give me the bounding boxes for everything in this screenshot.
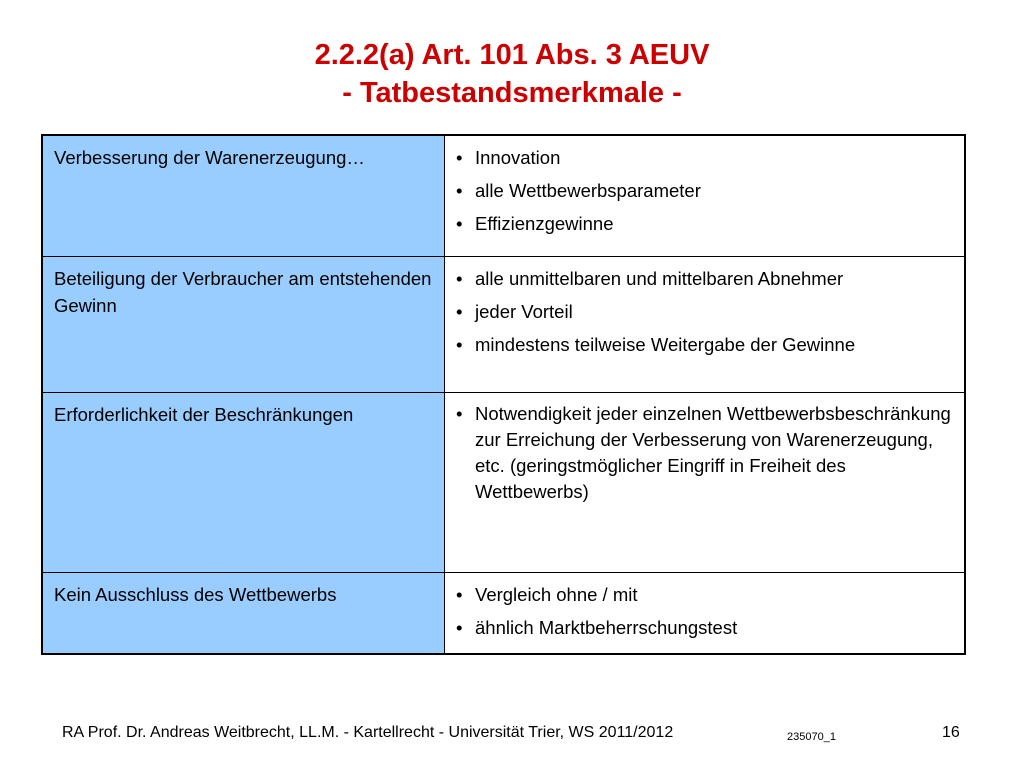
list-item: • Innovation: [453, 144, 954, 171]
details-cell: [445, 392, 966, 572]
criterion-cell: Erforderlichkeit der Beschränkungen: [42, 392, 445, 572]
page-number: 16: [942, 724, 960, 741]
details-list: [453, 581, 954, 641]
footer-author: RA Prof. Dr. Andreas Weitbrecht, LL.M. - Kartellrecht - Universität Trier, WS 2011/2012: [62, 724, 674, 741]
details-list: [453, 401, 954, 505]
slide-title: [0, 36, 1024, 112]
list-item: • mindestens teilweise Weitergabe der Gewinne: [453, 331, 954, 358]
footer-code: 235070_1: [787, 731, 836, 743]
list-item: • alle Wettbewerbsparameter: [453, 177, 954, 204]
details-cell: [445, 135, 966, 256]
list-item: • Vergleich ohne / mit: [453, 581, 954, 608]
details-list: [453, 265, 954, 358]
details-cell: [445, 572, 966, 654]
slide-title-line-1: 2.2.2(a) Art. 101 Abs. 3 AEUV: [314, 39, 710, 71]
list-item: • alle unmittelbaren und mittelbaren Abnehmer: [453, 265, 954, 292]
list-item: • Effizienzgewinne: [453, 210, 954, 237]
table-row: [42, 256, 965, 392]
slide-title-line-2: - Tatbestandsmerkmale -: [342, 77, 682, 109]
criterion-cell: Kein Ausschluss des Wettbewerbs: [42, 572, 445, 654]
details-cell: [445, 256, 966, 392]
criterion-cell: Verbesserung der Warenerzeugung…: [42, 135, 445, 256]
list-item: • Notwendigkeit jeder einzelnen Wettbewerbsbeschränkung zur Erreichung der Verbesserung von Warenerzeugung, etc. (geringstmöglicher Eingriff in Freiheit des Wettbewerbs): [453, 401, 954, 505]
criteria-table: [41, 134, 966, 655]
criterion-cell: Beteiligung der Verbraucher am entstehenden Gewinn: [42, 256, 445, 392]
details-list: [453, 144, 954, 237]
list-item: • jeder Vorteil: [453, 298, 954, 325]
table-row: [42, 392, 965, 572]
table-row: [42, 135, 965, 256]
table-row: [42, 572, 965, 654]
list-item: • ähnlich Marktbeherrschungstest: [453, 614, 954, 641]
